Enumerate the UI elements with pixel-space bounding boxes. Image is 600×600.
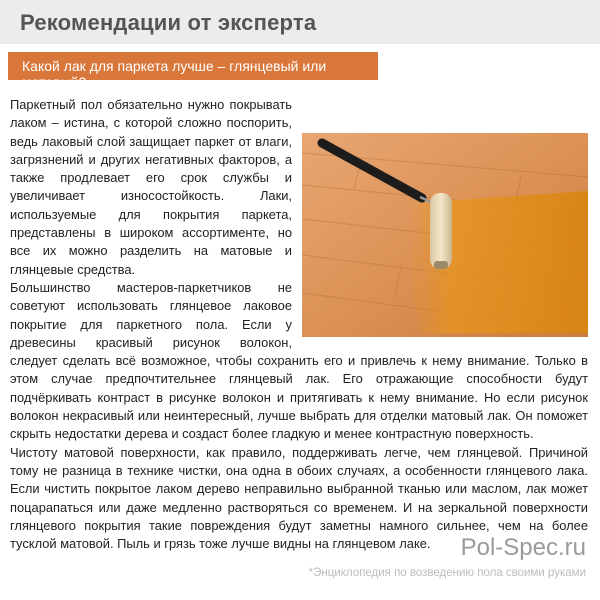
page-title: Рекомендации от эксперта bbox=[20, 10, 317, 35]
article-body bbox=[10, 96, 588, 553]
paragraph-1: Паркетный пол обязательно нужно покрывать лаком – истина, с которой сложно поспорить, ведь лаковый слой защищает паркет от влаги, загрязнений и других негативных факторов, а также продлевает его срок службы и увеличивает износостойкость. Лаки, используемые для покрытия паркета, представлены в широком ассортименте, но все их можно разделить на матовые и глянцевые средства. bbox=[10, 97, 292, 277]
site-watermark: Pol-Spec.ru bbox=[460, 534, 586, 561]
paint-roller-on-parquet-photo bbox=[302, 133, 588, 337]
paragraph-2: Большинство мастеров-паркетчиков не советуют использовать глянцевое лаковое покрытие для паркетного пола. Если у древесины красивый рисунок волокон, следует сделать всё возможное, чтобы сохранить его и привлечь к нему внимание. Только в этом случае предпочтительнее глянцевый лак. Его отражающие способности будут подчёркивать контраст в рисунке волокон и притягивать к нему внимание. Но если рисунок волокон некрасивый или неинтересный, лучше выбрать для отделки матовый лак. Он поможет скрыть недостатки дерева и создаст более гладкую и менее контрастную поверхность. bbox=[10, 279, 588, 442]
paragraph-3: Чистоту матовой поверхности, как правило, поддерживать легче, чем глянцевой. Причиной тому не разница в технике чистки, она одна в обоих случаях, а особенности глянцевого лака. Если чистить покрытое лаком дерево неправильно выбранной тканью или маслом, лак может поцарапаться или даже медленно растворяться со временем. И на зеркальной поверхности глянцевого покрытия такие повреждения будут заметны намного сильнее, чем на более тусклой матовой. Пыль и грязь тоже лучше видны на глянцевом лаке. bbox=[10, 444, 588, 552]
question-banner bbox=[8, 52, 378, 90]
banner-text: Какой лак для паркета лучше – глянцевый или матовый? bbox=[22, 58, 327, 90]
footnote: *Энциклопедия по возведению пола своими руками bbox=[308, 567, 586, 579]
